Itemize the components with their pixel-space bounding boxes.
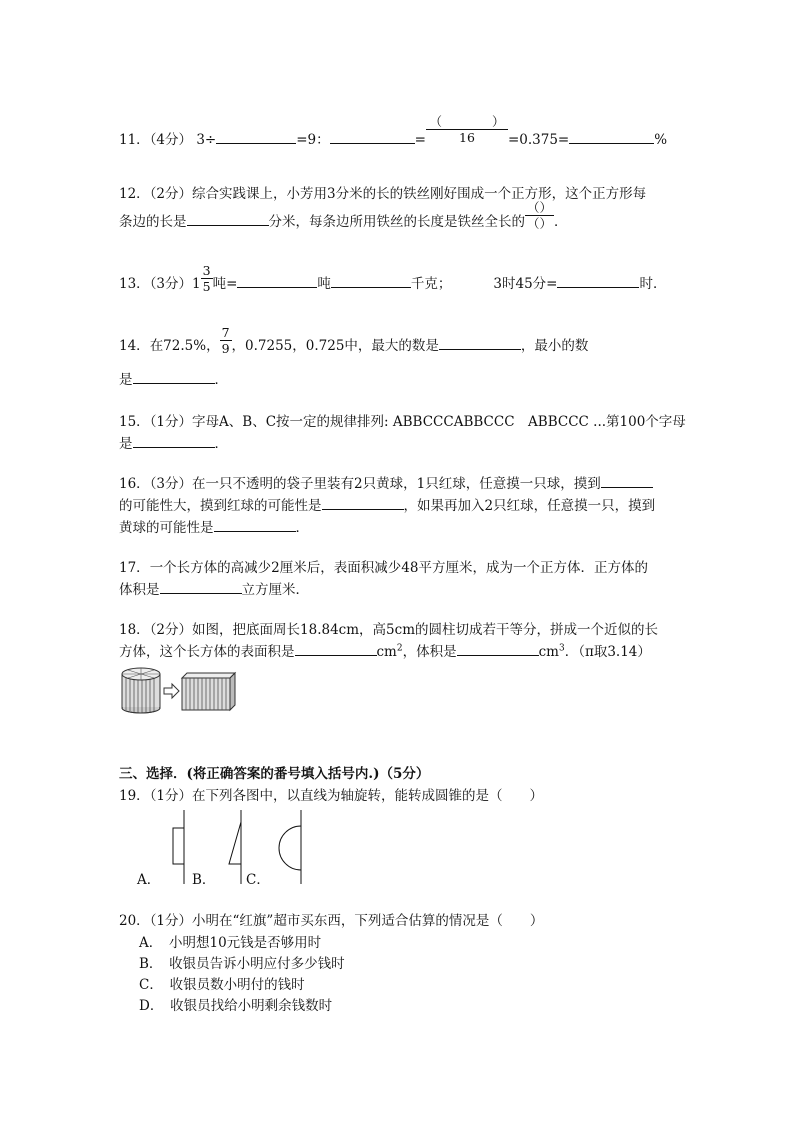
question-19 xyxy=(119,784,679,804)
q15-text: 字母A、B、C按一定的规律排列: ABBCCCABBCCC ABBCCC ...第100个字母 xyxy=(192,414,686,430)
question-score: （3分） xyxy=(149,476,193,492)
answer-blank[interactable] xyxy=(187,211,269,226)
section-title: 三、选择．(将正确答案的番号填入括号内.)（5分） xyxy=(119,766,430,782)
q16-line-1 xyxy=(119,472,653,492)
q13-text: 时． xyxy=(639,276,667,292)
q14-line-1 xyxy=(119,325,589,356)
q11-text: 3÷ xyxy=(196,132,217,148)
answer-blank[interactable] xyxy=(322,495,404,510)
figure-b-triangle xyxy=(229,810,241,884)
answer-blank[interactable] xyxy=(237,273,317,288)
fraction-numerator: 3 xyxy=(202,263,211,278)
answer-blank[interactable] xyxy=(295,641,377,656)
q12-text: 综合实践课上，小芳用3分米的长的铁丝刚好围成一个正方形，这个正方形每 xyxy=(192,186,647,202)
fraction xyxy=(220,325,232,356)
answer-blank[interactable] xyxy=(330,129,415,144)
answer-blank[interactable] xyxy=(133,369,215,384)
q14-line-2 xyxy=(119,368,228,388)
q17-text: 一个长方体的高减少2厘米后，表面积减少48平方厘米，成为一个正方体．正方体的 xyxy=(149,560,648,576)
option-key: A． xyxy=(139,935,156,951)
question-14 xyxy=(119,325,679,394)
answer-blank[interactable] xyxy=(457,641,539,656)
question-number: 17． xyxy=(119,560,150,576)
q12-line-1 xyxy=(119,182,646,202)
option-text: 收银员告诉小明应付多少钱时 xyxy=(169,956,345,972)
q14-text: 是 xyxy=(119,372,133,388)
fraction xyxy=(525,200,554,231)
question-13 xyxy=(119,263,679,294)
q16-text: 黄球的可能性是 xyxy=(119,520,214,536)
fraction-denominator: 5 xyxy=(202,279,211,294)
q16-text: ，如果再加入2只红球，任意摸一只，摸到 xyxy=(403,498,656,514)
question-11 xyxy=(119,114,679,148)
question-16 xyxy=(119,472,679,542)
question-15 xyxy=(119,410,686,460)
option-c[interactable] xyxy=(139,973,305,993)
question-score: （1分） xyxy=(149,414,193,430)
answer-blank[interactable] xyxy=(216,129,296,144)
option-text: 小明想10元钱是否够用时 xyxy=(169,935,322,951)
q13-text: 千克； xyxy=(410,276,452,292)
q16-line-2 xyxy=(119,494,655,514)
q13-text: 3时45分= xyxy=(493,276,558,292)
question-number: 12． xyxy=(119,186,150,202)
q13-text: 吨 xyxy=(317,276,331,292)
q15-line-2 xyxy=(119,432,228,452)
figure-c-semicircle xyxy=(279,810,301,884)
q17-text: 立方厘米． xyxy=(241,582,309,598)
answer-blank[interactable] xyxy=(214,517,296,532)
fraction-numerator: 7 xyxy=(221,325,230,340)
answer-blank[interactable] xyxy=(569,129,654,144)
q16-text: ． xyxy=(295,520,309,536)
fraction-numerator[interactable]: （ ） xyxy=(426,114,508,130)
q18-text: ．（π取3.14） xyxy=(564,644,651,660)
q11-text: =0.375= xyxy=(507,132,570,148)
option-label-c[interactable]: C． xyxy=(246,872,270,888)
answer-blank[interactable] xyxy=(557,273,639,288)
cylinder-shape xyxy=(122,668,160,713)
fraction-denominator: 9 xyxy=(221,341,230,356)
question-12 xyxy=(119,182,679,242)
fraction-denominator[interactable]: （） xyxy=(527,216,553,231)
question-score: （2分） xyxy=(149,186,193,202)
option-label-a[interactable]: A． xyxy=(137,872,161,888)
question-score: （4分） xyxy=(149,132,193,148)
q12-line-2 xyxy=(119,200,568,231)
figure-a-rectangle xyxy=(173,810,184,884)
option-key: B． xyxy=(139,956,156,972)
fraction-denominator: 16 xyxy=(459,130,475,145)
q17-text: 体积是 xyxy=(119,582,160,598)
question-17 xyxy=(119,556,679,606)
option-a[interactable] xyxy=(139,931,321,951)
q20-text: 小明在“红旗”超市买东西，下列适合估算的情况是（ ） xyxy=(192,913,544,929)
answer-blank[interactable] xyxy=(601,473,653,488)
option-text: 收银员找给小明剩余钱数时 xyxy=(170,998,333,1014)
option-key: C． xyxy=(139,977,157,993)
cuboid-shape xyxy=(182,673,235,710)
q11-text: = xyxy=(414,132,426,148)
q17-line-1 xyxy=(119,556,648,576)
q16-line-3 xyxy=(119,516,309,536)
question-number: 13． xyxy=(119,276,150,292)
q14-text: 在72.5%， xyxy=(149,338,220,354)
q14-text: ，最小的数 xyxy=(520,338,589,354)
answer-blank[interactable] xyxy=(331,273,411,288)
fraction xyxy=(426,114,508,145)
question-number: 11． xyxy=(119,132,150,148)
question-number: 18． xyxy=(119,622,150,638)
q13-text: 吨= xyxy=(212,276,238,292)
q18-line-2 xyxy=(119,640,651,660)
q18-line-1 xyxy=(119,618,658,638)
q18-text: ，体积是 xyxy=(402,644,457,660)
answer-blank[interactable] xyxy=(160,579,242,594)
fraction-numerator[interactable]: （） xyxy=(527,200,553,215)
q11-text: =9： xyxy=(296,132,330,148)
q19-text: 在下列各图中，以直线为轴旋转，能转成圆锥的是（ ） xyxy=(192,788,544,804)
question-number: 20． xyxy=(119,913,150,929)
question-number: 19． xyxy=(119,788,150,804)
question-number: 16． xyxy=(119,476,150,492)
option-text: 收银员数小明付的钱时 xyxy=(169,977,305,993)
q15-line-1 xyxy=(119,410,686,430)
mixed-number-whole: 1 xyxy=(192,276,201,292)
option-key: D． xyxy=(139,998,157,1014)
q12-text: ． xyxy=(554,214,568,230)
q11-text: % xyxy=(654,132,668,148)
q18-superscript: 3 xyxy=(558,643,565,654)
question-score: （2分） xyxy=(149,622,193,638)
q17-line-2 xyxy=(119,578,309,598)
q12-text: 条边的长是 xyxy=(119,214,187,230)
q14-text: ． xyxy=(214,372,228,388)
question-20 xyxy=(119,909,679,929)
answer-blank[interactable] xyxy=(439,335,521,350)
q18-text: cm xyxy=(538,644,559,660)
q18-text: 方体，这个长方体的表面积是 xyxy=(119,644,295,660)
q15-text: 是 xyxy=(119,436,133,452)
q16-text: 在一只不透明的袋子里装有2只黄球，1只红球，任意摸一只球，摸到 xyxy=(192,476,601,492)
option-d[interactable] xyxy=(139,994,332,1014)
q14-text: ，0.7255，0.725中，最大的数是 xyxy=(231,338,439,354)
answer-blank[interactable] xyxy=(133,433,215,448)
q18-text: cm xyxy=(376,644,397,660)
q12-text: 分米，每条边所用铁丝的长度是铁丝全长的 xyxy=(268,214,525,230)
option-b[interactable] xyxy=(139,952,345,972)
fraction xyxy=(201,263,213,294)
q18-superscript: 2 xyxy=(396,643,403,654)
question-score: （1分） xyxy=(149,913,193,929)
question-score: （3分） xyxy=(149,276,193,292)
q16-text: 的可能性大，摸到红球的可能性是 xyxy=(119,498,322,514)
q18-text: 如图，把底面周长18.84cm，高5cm的圆柱切成若干等分，拼成一个近似的长 xyxy=(192,622,658,638)
arrow-icon xyxy=(164,684,179,698)
question-number: 15． xyxy=(119,414,150,430)
question-number: 14． xyxy=(119,338,150,354)
question-score: （1分） xyxy=(149,788,193,804)
question-18 xyxy=(119,618,679,668)
q15-text: ． xyxy=(214,436,228,452)
cylinder-to-cuboid-figure xyxy=(119,666,239,714)
option-label-b[interactable]: B． xyxy=(192,872,216,888)
